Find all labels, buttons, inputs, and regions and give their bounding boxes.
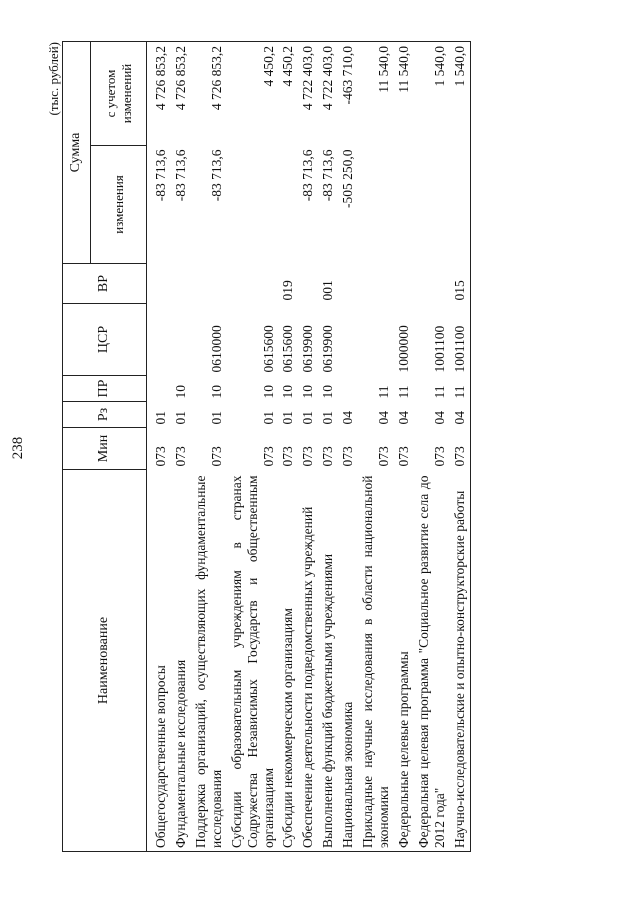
row-name: Федеральная целевая программа "Социальное развитие села до 2012 года"	[414, 470, 450, 852]
row-csr: 1000000	[395, 325, 411, 373]
budget-table	[62, 41, 471, 852]
row-pr: 11	[450, 376, 470, 402]
row-min: 073	[450, 428, 470, 470]
row-min: 073	[431, 446, 447, 467]
row-rz: 01	[300, 411, 316, 425]
row-min: 073	[172, 446, 188, 467]
row-total: 4 722 403,0	[298, 42, 318, 146]
row-rz: 04	[450, 402, 470, 428]
header-vr: ВР	[63, 264, 147, 304]
row-rz: 01	[153, 411, 168, 425]
row-csr: 0619900	[300, 325, 316, 373]
row-vr	[394, 264, 414, 304]
row-pr	[147, 376, 171, 402]
row-min: 073	[280, 446, 296, 467]
row-total: 4 726 853,2	[171, 42, 191, 146]
row-total: 1 540,0	[414, 42, 450, 146]
row-csr	[147, 304, 171, 376]
row-csr	[171, 304, 191, 376]
row-pr: 11	[395, 385, 411, 399]
row-pr: 10	[280, 385, 296, 399]
row-rz: 01	[260, 411, 276, 425]
row-change	[414, 146, 450, 264]
table-row	[227, 42, 279, 852]
row-total: 11 540,0	[358, 42, 394, 146]
row-name: Поддержка организаций, осуществляющих фундаментальные исследования	[191, 470, 227, 852]
row-change: -83 713,6	[208, 149, 224, 202]
row-min: 073	[260, 446, 276, 467]
row-min: 073	[395, 446, 411, 467]
row-name: Выполнение функций бюджетными учреждениями	[318, 470, 338, 852]
header-rz: Рз	[63, 402, 147, 428]
row-pr: 10	[320, 385, 336, 399]
row-min: 073	[376, 446, 392, 467]
row-vr: 015	[450, 264, 470, 304]
header-change: изменения	[91, 146, 147, 264]
row-rz: 04	[431, 411, 447, 425]
table-row	[191, 42, 227, 852]
row-csr: 0610000	[208, 325, 224, 373]
row-total: 4 726 853,2	[191, 42, 227, 146]
header-sum: Сумма	[63, 42, 91, 264]
row-rz: 04	[395, 411, 411, 425]
row-min: 073	[340, 446, 356, 467]
row-name: Прикладные научные исследования в области национальной экономики	[358, 470, 394, 852]
row-min: 073	[300, 446, 316, 467]
row-name: Субсидии некоммерческим организациям	[278, 470, 298, 852]
table-row	[318, 42, 338, 852]
row-pr: 10	[300, 385, 316, 399]
row-csr	[338, 304, 358, 376]
table-row	[278, 42, 298, 852]
row-min: 073	[320, 446, 336, 467]
header-min: Мин	[63, 428, 147, 470]
table-row	[298, 42, 318, 852]
header-csr: ЦСР	[63, 304, 147, 376]
row-name: Федеральные целевые программы	[394, 470, 414, 852]
row-change	[394, 146, 414, 264]
row-vr: 001	[320, 280, 336, 301]
table-row	[358, 42, 394, 852]
row-change: -83 713,6	[172, 149, 188, 202]
header-pr: ПР	[63, 376, 147, 402]
row-rz: 01	[320, 411, 336, 425]
row-pr: 10	[172, 385, 188, 399]
row-total: 4 450,2	[278, 42, 298, 146]
row-total: 4 726 853,2	[147, 42, 171, 146]
row-csr	[358, 304, 394, 376]
row-total: 1 540,0	[450, 42, 470, 146]
table-row	[394, 42, 414, 852]
row-pr: 10	[260, 385, 276, 399]
row-vr	[298, 264, 318, 304]
table-body	[147, 42, 471, 852]
table-row	[147, 42, 171, 852]
row-total: 4 722 403,0	[318, 42, 338, 146]
row-name: Научно-исследовательские и опытно-конструкторские работы	[450, 470, 470, 852]
row-total: -463 710,0	[338, 42, 358, 146]
row-vr	[147, 264, 171, 304]
row-rz: 04	[376, 411, 392, 425]
row-vr	[358, 264, 394, 304]
row-pr: 10	[208, 385, 224, 399]
row-csr: 0615600	[280, 325, 296, 373]
row-name: Национальная экономика	[338, 470, 358, 852]
row-pr: 11	[376, 385, 392, 399]
row-csr: 0619900	[320, 325, 336, 373]
header-with-changes: с учетом изменений	[91, 42, 147, 146]
header-name: Наименование	[63, 470, 147, 852]
units-note: (тыс. рублей)	[46, 42, 61, 116]
row-pr: 11	[431, 385, 447, 399]
row-change: -505 250,0	[340, 149, 356, 208]
table-row	[171, 42, 191, 852]
table-row	[450, 42, 470, 852]
row-change	[227, 146, 279, 264]
row-min: 073	[153, 446, 168, 467]
row-pr	[338, 376, 358, 402]
row-csr: 1001100	[450, 304, 470, 376]
page-number: 238	[10, 436, 26, 460]
row-rz: 01	[172, 411, 188, 425]
row-csr: 1001100	[431, 325, 447, 373]
row-change: -83 713,6	[153, 149, 168, 202]
row-vr: 019	[280, 280, 296, 301]
row-change: -83 713,6	[320, 149, 336, 202]
row-vr	[414, 264, 450, 304]
table-header	[63, 42, 147, 852]
row-name: Обеспечение деятельности подведомственных учреждений	[298, 470, 318, 852]
row-name: Общегосударственные вопросы	[147, 470, 171, 852]
row-vr	[338, 264, 358, 304]
row-change	[278, 146, 298, 264]
row-vr	[171, 264, 191, 304]
row-vr	[191, 264, 227, 304]
table-row	[338, 42, 358, 852]
row-change: -83 713,6	[300, 149, 316, 202]
row-rz: 04	[340, 411, 356, 425]
row-change	[358, 146, 394, 264]
row-vr	[227, 264, 279, 304]
table-row	[414, 42, 450, 852]
row-change	[450, 146, 470, 264]
row-total: 11 540,0	[394, 42, 414, 146]
row-csr: 0615600	[260, 325, 276, 373]
row-min: 073	[208, 446, 224, 467]
row-rz: 01	[208, 411, 224, 425]
row-rz: 01	[280, 411, 296, 425]
row-name: Субсидии образовательным учреждениям в странах Содружества Независимых Государств и общественным организациям	[227, 470, 279, 852]
row-name: Фундаментальные исследования	[171, 470, 191, 852]
row-total: 4 450,2	[227, 42, 279, 146]
